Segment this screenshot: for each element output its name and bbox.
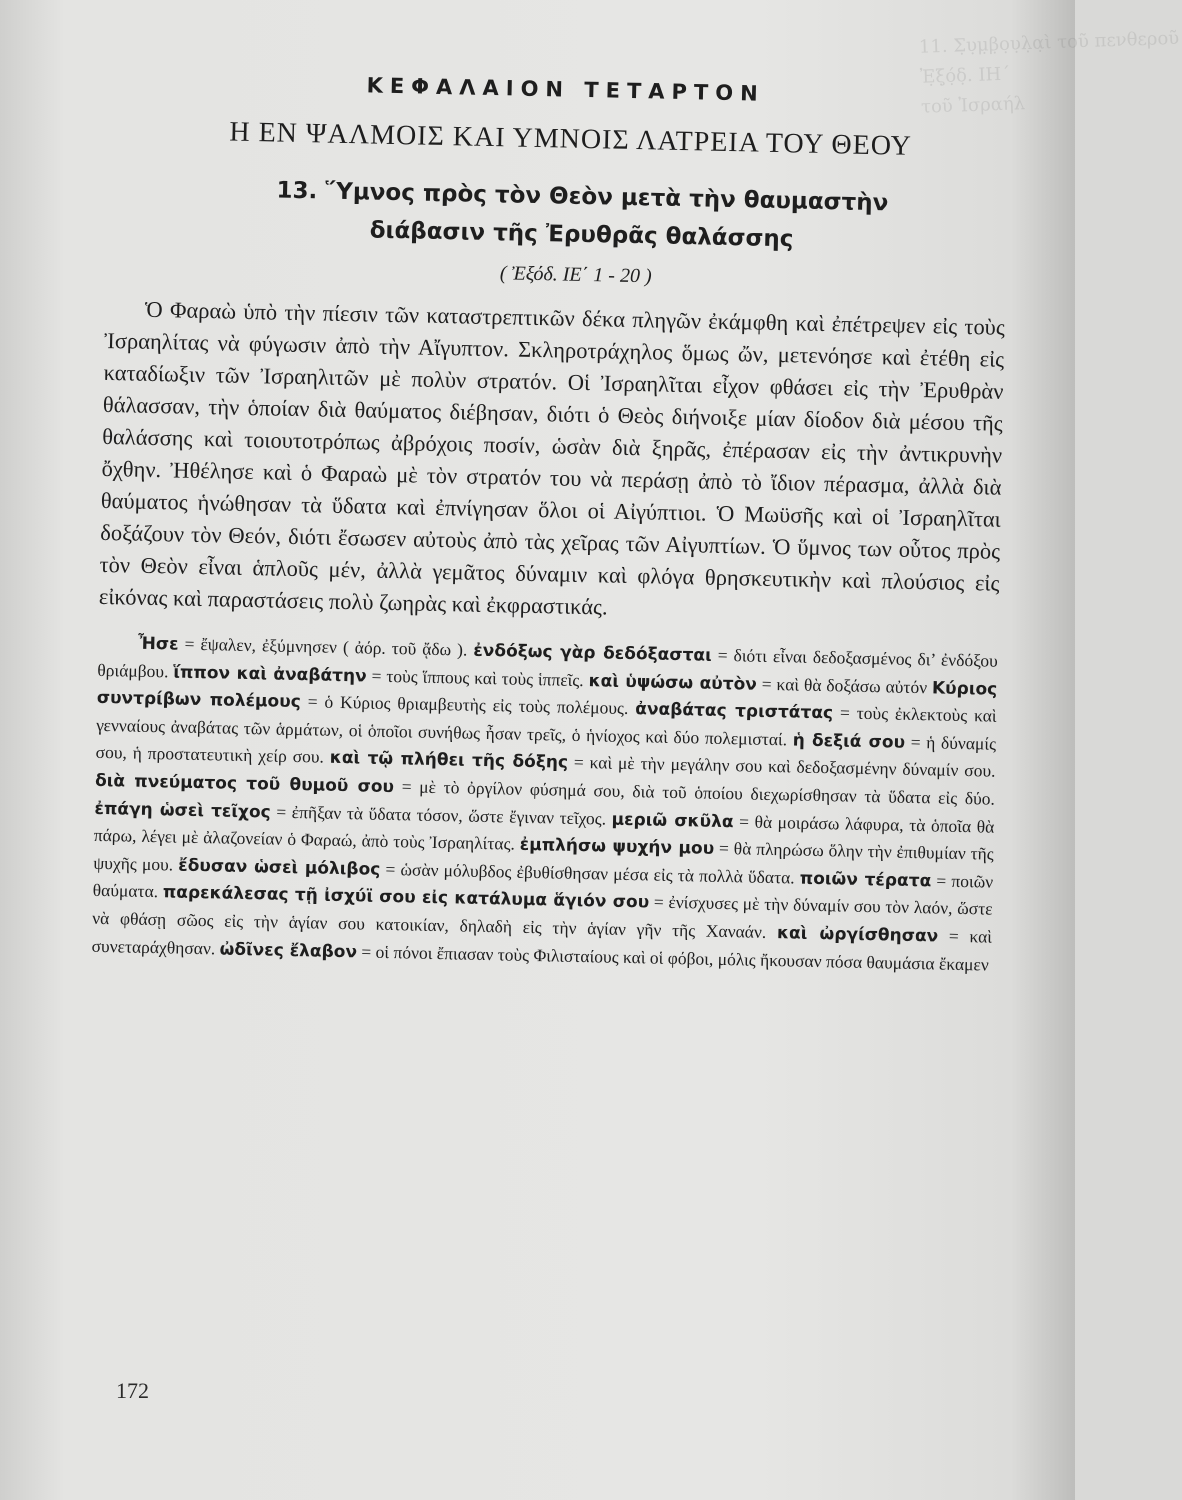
glossary-term: ποιῶν τέρατα <box>799 868 932 892</box>
glossary-definition: = καὶ θὰ δοξάσω αὐτόν <box>756 673 933 697</box>
glossary-term: καὶ ὑψώσω αὐτὸν <box>588 670 758 695</box>
glossary-definition: = ποιῶν θαύματα. <box>92 870 994 902</box>
glossary-definition: = θὰ πληρώσω ὅλην τὴν ἐπιθυμίαν τῆς ψυχῆς μου. <box>93 837 994 875</box>
glossary-definition: = καὶ συνεταράχθησαν. <box>91 925 993 959</box>
glossary-definition: = ἡ δύναμίς σου, ἡ προστατευτικὴ χείρ σου. <box>95 731 997 768</box>
glossary-notes <box>91 629 998 979</box>
glossary-definition: = θὰ μοιράσω λάφυρα, τὰ ὁποῖα θὰ πάρω, λέγει μὲ ἀλαζονείαν ὁ Φαραώ, ἀπὸ τοὺς Ἰσραηλίτας. <box>93 810 995 854</box>
glossary-definition: = οἱ πόνοι ἔπιασαν τοὺς Φιλισταίους καὶ οἱ φόβοι, μόλις ἤκουσαν πόσα θαυμάσια ἔκαμεν <box>356 940 990 975</box>
glossary-term: ἐνδόξως γὰρ δεδόξασται <box>473 640 712 666</box>
glossary-term: ἔδυσαν ὡσεὶ μόλιβος <box>178 855 381 880</box>
glossary-definition: = διότι εἶναι δεδοξασμένος δι’ ἐνδόξου θριάμβου. <box>97 644 998 682</box>
chapter-title: Η ΕΝ ΨΑΛΜΟΙΣ ΚΑΙ ΥΜΝΟΙΣ ΛΑΤΡΕΙΑ ΤΟΥ ΘΕΟΥ <box>229 116 913 162</box>
facing-page-bleed: 11. Σ̣υ̣μ̣β̣ο̣υ̣λ̣α̣ὶ τοῦ πενθεροῦ Ἐ̣ξ̣ό̣δ̣. ΙΗ΄ τοῦ Ἰσραήλ <box>918 27 1180 118</box>
glossary-term: ὠδῖνες ἔλαβον <box>219 939 358 962</box>
glossary-term: μεριῶ σκῦλα <box>611 809 734 832</box>
glossary-term: ἵππον καὶ ἀναβάτην <box>173 662 367 687</box>
glossary-term: καὶ ὠργίσθησαν <box>776 923 939 947</box>
glossary-definition: = ἐνίσχυσες μὲ τὴν δύναμίν σου τὸν λαόν, ὥστε νὰ φθάσῃ σῶος εἰς τὴν ἁγίαν σου κατοικίαν, δηλαδὴ εἰς τὴν ἁγίαν γῆν τῆς Χαναάν. <box>91 891 993 943</box>
glossary-definition: = ὡσὰν μόλυβδος ἐβυθίσθησαν μέσα εἰς τὰ πολλὰ ὕδατα. <box>380 858 801 888</box>
page-number: 172 <box>116 1378 149 1403</box>
section-heading <box>106 168 1007 263</box>
scripture-reference: ( Ἐξόδ. ΙΕ΄ 1 - 20 ) <box>499 262 652 288</box>
glossary-definition: = ὁ Κύριος θριαμβευτὴς εἰς τοὺς πολέμους. <box>300 691 636 719</box>
glossary-term: ἀναβάτας τριστάτας <box>635 699 834 724</box>
glossary-definition: = τοὺς ἐκλεκτοὺς καὶ γενναίους ἀναβάτας τῶν ἁρμάτων, οἱ ὁποῖοι συνήθως ἦσαν τρεῖς, ὁ ἡνίοχος καὶ δύο πολεμισταί. <box>96 702 997 750</box>
glossary-term: καὶ τῷ πλήθει τῆς δόξης <box>329 748 569 774</box>
chapter-label: ΚΕΦΑΛΑΙΟΝ ΤΕΤΑΡΤΟΝ <box>366 73 765 106</box>
glossary-definition: = ἔψαλεν, ἐξύμνησεν ( ἀόρ. τοῦ ᾄδω ). <box>178 633 474 660</box>
section-heading-line-2: διάβασιν τῆς Ἐρυθρᾶς θαλάσσης <box>369 217 794 253</box>
glossary-term: ἡ δεξιά σου <box>792 730 906 753</box>
glossary-term: διὰ πνεύματος τοῦ θυμοῦ σου <box>94 770 395 798</box>
glossary-definition: = ἐπῆξαν τὰ ὕδατα τόσον, ὥστε ἔγιναν τεῖχος. <box>270 801 612 829</box>
page-content <box>91 68 1009 979</box>
glossary-definition: = μὲ τὸ ὀργίλον φύσημά σου, διὰ τοῦ ὁποίου διεχωρίσθησαν τὰ ὕδατα εἰς δύο. <box>393 776 996 809</box>
intro-paragraph: Ὁ Φαραὼ ὑπὸ τὴν πίεσιν τῶν καταστρεπτικῶν δέκα πληγῶν ἐκάμφθη καὶ ἐπέτρεψεν εἰς τοὺς Ἰσραηλίτας νὰ φύγωσιν ἀπὸ τὴν Αἴγυπτον. Σκληροτράχηλος ὅμως ὤν, μετενόησε καὶ ἐτέθη εἰς καταδίωξιν τῶν Ἰσραηλιτῶν μὲ πολὺν στρατόν. Οἱ Ἰσραηλῖται εἶχον φθάσει εἰς τὴν Ἐρυθρὰν θάλασσαν, τὴν ὁποίαν διὰ θαύματος διέβησαν, διότι ὁ Θεὸς διήνοιξε μίαν δίοδον διὰ μέσου τῆς θαλάσσης καὶ τοιουτοτρόπως ἀβρόχοις ποσίν, ὡσὰν διὰ ξηρᾶς, ἐπέρασαν εἰς τὴν ἀντικρυνὴν ὄχθην. Ἠθέλησε καὶ ὁ Φαραὼ μὲ τὸν στρατόν του νὰ περάσῃ ἀπὸ τὸ ἴδιον πέρασμα, ἀλλὰ διὰ θαύματος ἡνώθησαν τὰ ὕδατα καὶ ἐπνίγησαν ὅλοι οἱ Αἰγύπτιοι. Ὁ Μωϋσῆς καὶ οἱ Ἰσραηλῖται δοξάζουν τὸν Θεόν, διότι ἔσωσεν αὐτοὺς ἀπὸ τὰς χεῖρας τῶν Αἰγυπτίων. Ὁ ὕμνος των οὗτος πρὸς τὸν Θεὸν εἶναι ἁπλοῦς μέν, ἀλλὰ γεμᾶτος δύναμιν καὶ φλόγα θρησκευτικὴν καὶ πλούσιος εἰς εἰκόνας καὶ παραστάσεις πολὺ ζωηρὰς καὶ ἐκφραστικάς. <box>98 296 1006 620</box>
glossary-term: παρεκάλεσας τῇ ἰσχύϊ σου εἰς κατάλυμα ἅγιόν σου <box>162 882 650 913</box>
glossary-definition: = τοὺς ἵππους καὶ τοὺς ἱππεῖς. <box>366 665 589 690</box>
glossary-term: Ἦσε <box>137 633 179 655</box>
section-heading-line-1: 13. Ὕμνος πρὸς τὸν Θεὸν μετὰ τὴν θαυμαστὴν <box>276 177 889 217</box>
glossary-term: Κύριος συντρίβων πολέμους <box>96 677 998 713</box>
glossary-term: ἐπάγη ὡσεὶ τεῖχος <box>94 798 271 823</box>
glossary-term: ἐμπλήσω ψυχήν μου <box>519 834 715 859</box>
glossary-definition: = καὶ μὲ τὴν μεγάλην σου καὶ δεδοξασμένην δύναμίν σου. <box>567 752 996 782</box>
